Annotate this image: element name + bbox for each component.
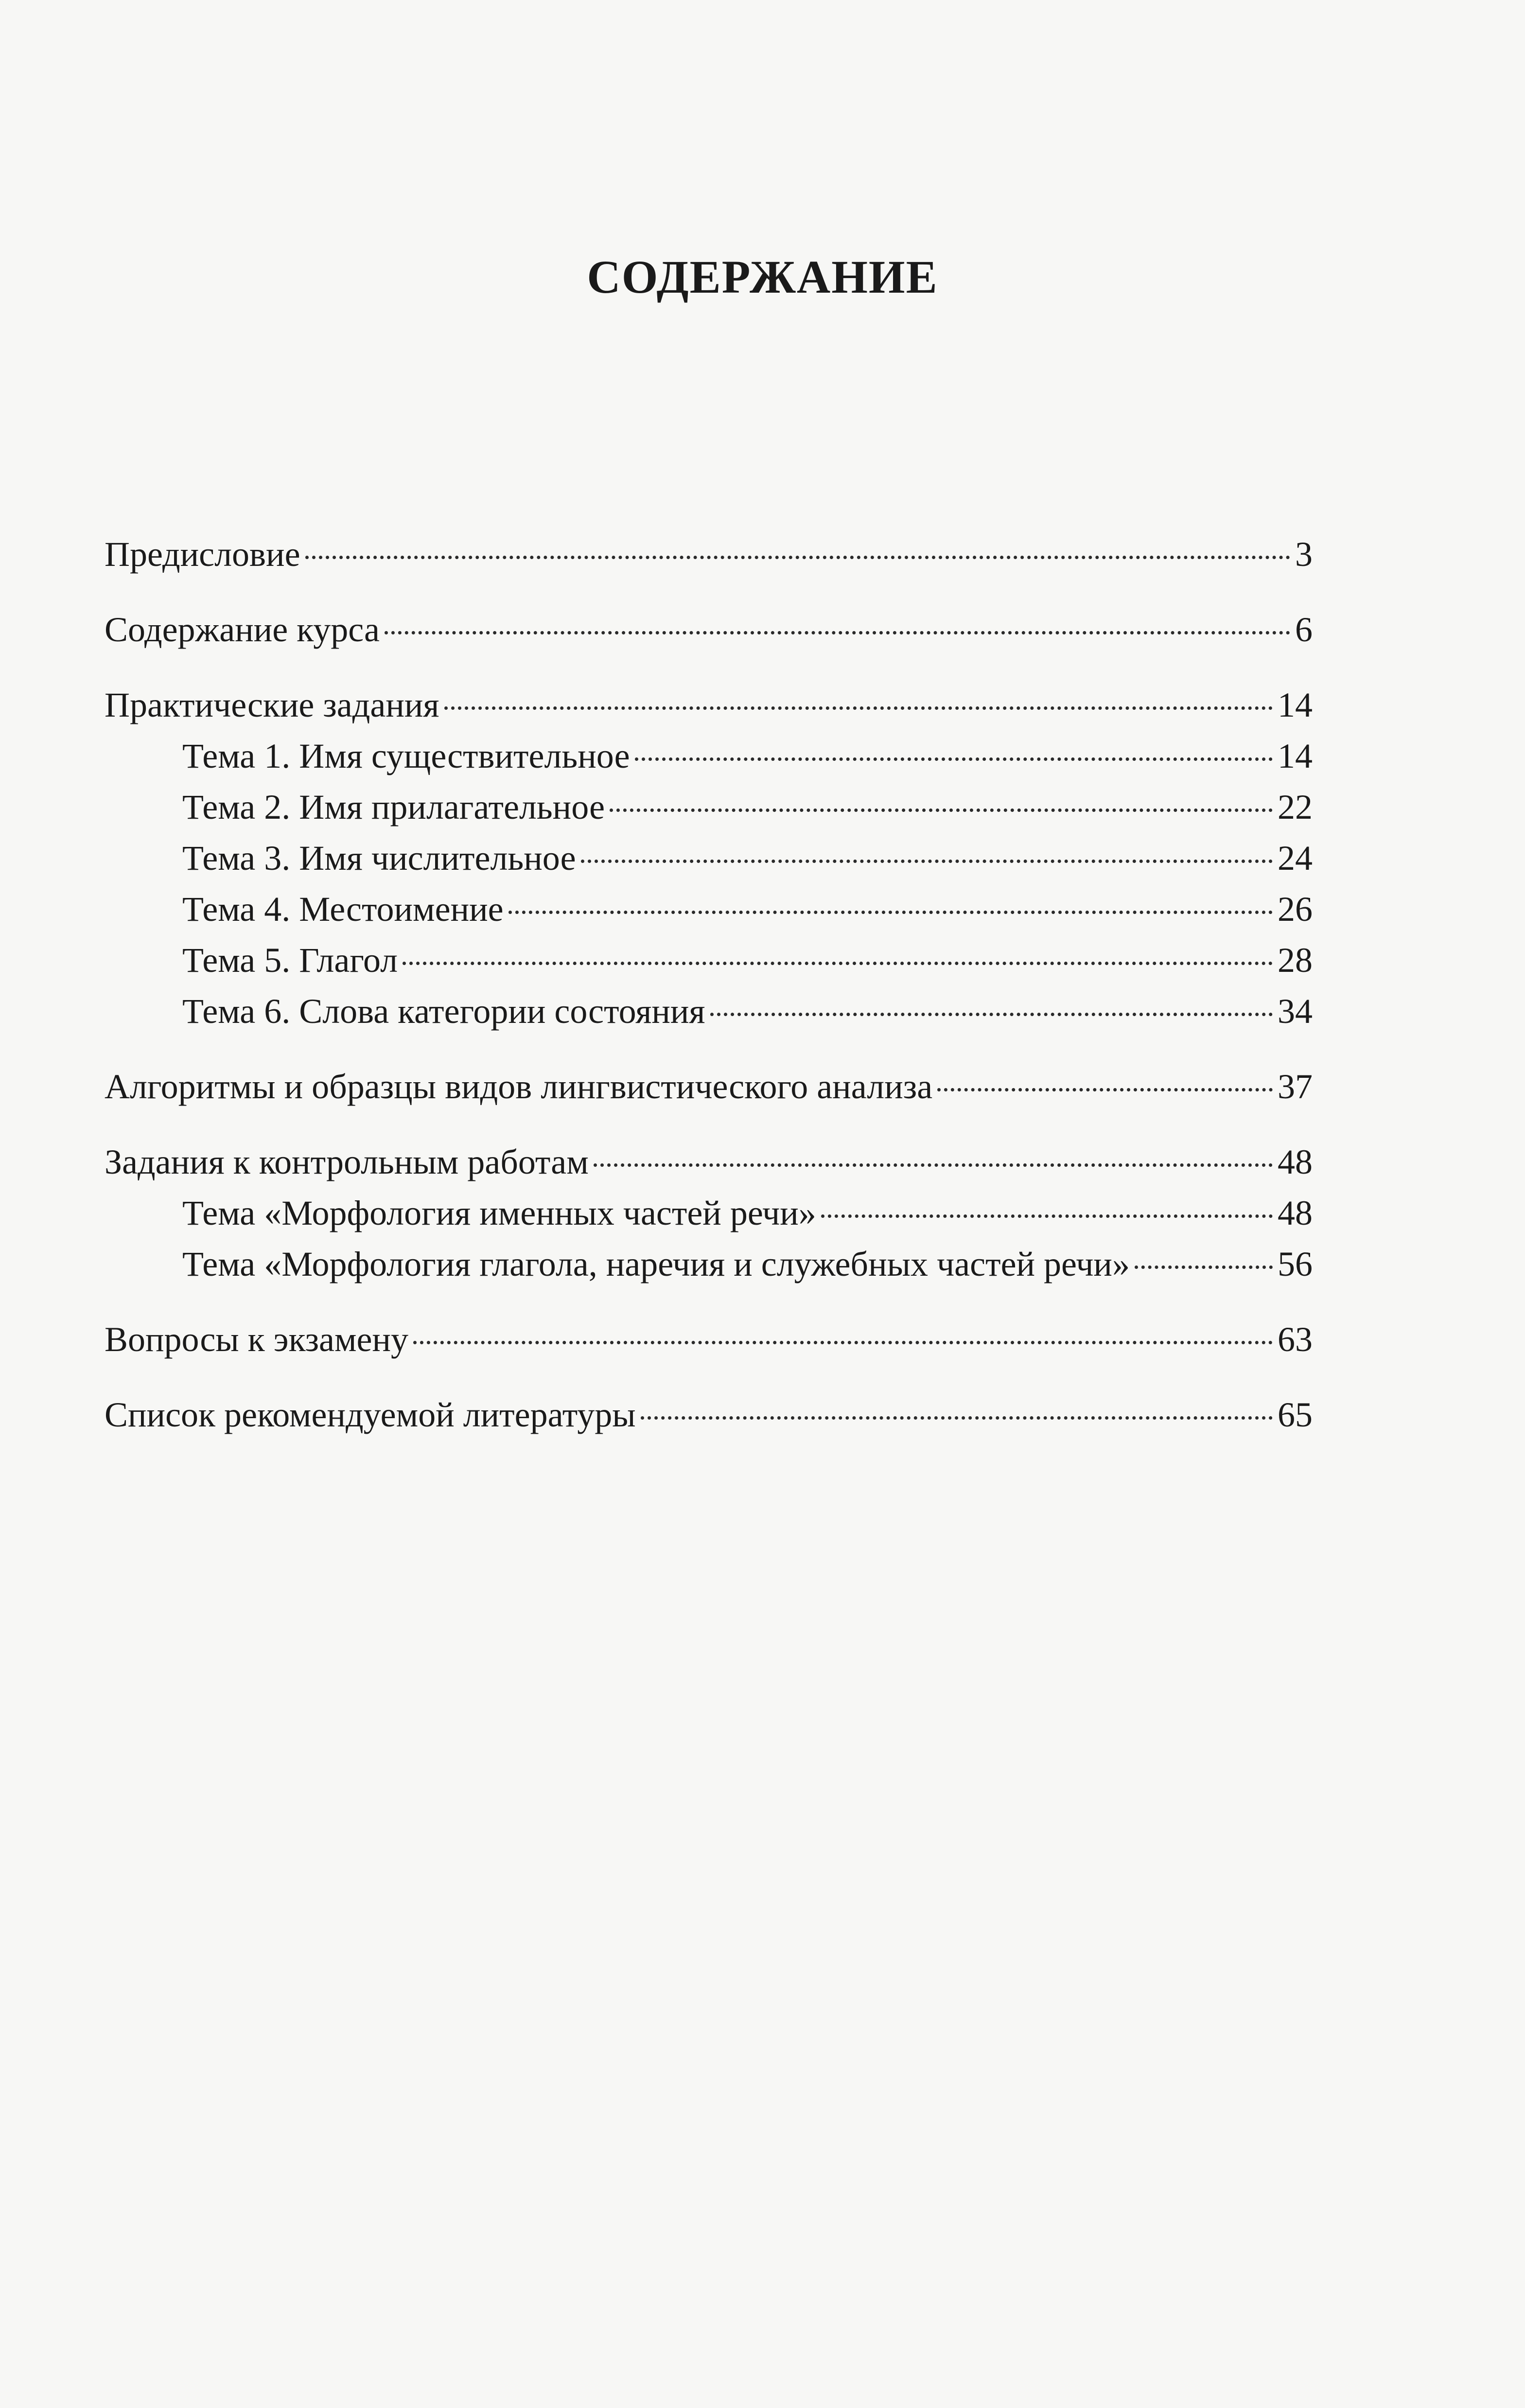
toc-entry-label: Содержание курса [105, 610, 380, 649]
toc-entry-label: Вопросы к экзамену [105, 1320, 409, 1359]
toc-page-number: 14 [1278, 737, 1313, 775]
toc-entry-topic-4 [182, 885, 1313, 933]
toc-entry-practical-tasks [105, 681, 1313, 729]
toc-entry-course-content [105, 605, 1313, 654]
toc-entry-label: Тема «Морфология именных частей речи» [182, 1194, 816, 1232]
toc-entry-topic-3 [182, 834, 1313, 882]
dot-leader [581, 860, 1273, 863]
toc-page-number: 34 [1278, 992, 1313, 1031]
toc-entry-label: Список рекомендуемой литературы [105, 1395, 636, 1434]
toc-entry-label: Предисловие [105, 535, 300, 574]
toc-entry-topic-2 [182, 783, 1313, 831]
dot-leader [1135, 1266, 1273, 1269]
toc-entry-exam-questions [105, 1315, 1313, 1364]
toc-entry-verb-morphology [182, 1240, 1313, 1288]
toc-page-number: 48 [1278, 1142, 1313, 1181]
toc-page-number: 65 [1278, 1395, 1313, 1434]
toc-entry-label: Тема 1. Имя существительное [182, 737, 630, 775]
dot-leader [508, 911, 1273, 914]
toc-entry-label: Тема 6. Слова категории состояния [182, 992, 705, 1031]
dot-leader [821, 1214, 1273, 1218]
toc-page-number: 6 [1295, 610, 1313, 649]
toc-page-number: 26 [1278, 890, 1313, 929]
page-title: СОДЕРЖАНИЕ [587, 251, 938, 303]
dot-leader [403, 962, 1273, 965]
toc-entry-topic-5 [182, 936, 1313, 984]
toc-page-number: 37 [1278, 1067, 1313, 1106]
toc-entry-nominal-morphology [182, 1189, 1313, 1237]
toc-entry-label: Тема 3. Имя числительное [182, 839, 576, 878]
dot-leader [710, 1013, 1273, 1016]
dot-leader [641, 1416, 1273, 1420]
toc-entry-preface [105, 530, 1313, 579]
toc-entry-label: Тема «Морфология глагола, наречия и служебных частей речи» [182, 1245, 1130, 1283]
toc-entry-control-works [105, 1138, 1313, 1186]
toc-entry-label: Практические задания [105, 685, 439, 724]
dot-leader [385, 631, 1290, 634]
toc-entry-label: Алгоритмы и образцы видов лингвистического анализа [105, 1067, 933, 1106]
toc-page-number: 48 [1278, 1194, 1313, 1232]
toc-page-number: 22 [1278, 788, 1313, 826]
toc-page-number: 56 [1278, 1245, 1313, 1283]
dot-leader [937, 1088, 1273, 1091]
dot-leader [635, 757, 1273, 761]
toc-page-number: 14 [1278, 685, 1313, 724]
dot-leader [594, 1163, 1273, 1167]
toc-entry-algorithms [105, 1062, 1313, 1111]
dot-leader [444, 706, 1273, 710]
toc-entry-label: Тема 5. Глагол [182, 941, 398, 980]
dot-leader [413, 1341, 1273, 1344]
dot-leader [305, 556, 1290, 559]
toc-entry-literature [105, 1390, 1313, 1439]
toc-page-number: 28 [1278, 941, 1313, 980]
toc-entry-label: Задания к контрольным работам [105, 1142, 589, 1181]
dot-leader [610, 809, 1273, 812]
toc-page-number: 3 [1295, 535, 1313, 574]
toc-page-number: 24 [1278, 839, 1313, 878]
toc-page-number: 63 [1278, 1320, 1313, 1359]
toc-entry-topic-1 [182, 732, 1313, 780]
toc-entry-label: Тема 4. Местоимение [182, 890, 504, 929]
toc-entry-label: Тема 2. Имя прилагательное [182, 788, 605, 826]
toc-entry-topic-6 [182, 987, 1313, 1036]
